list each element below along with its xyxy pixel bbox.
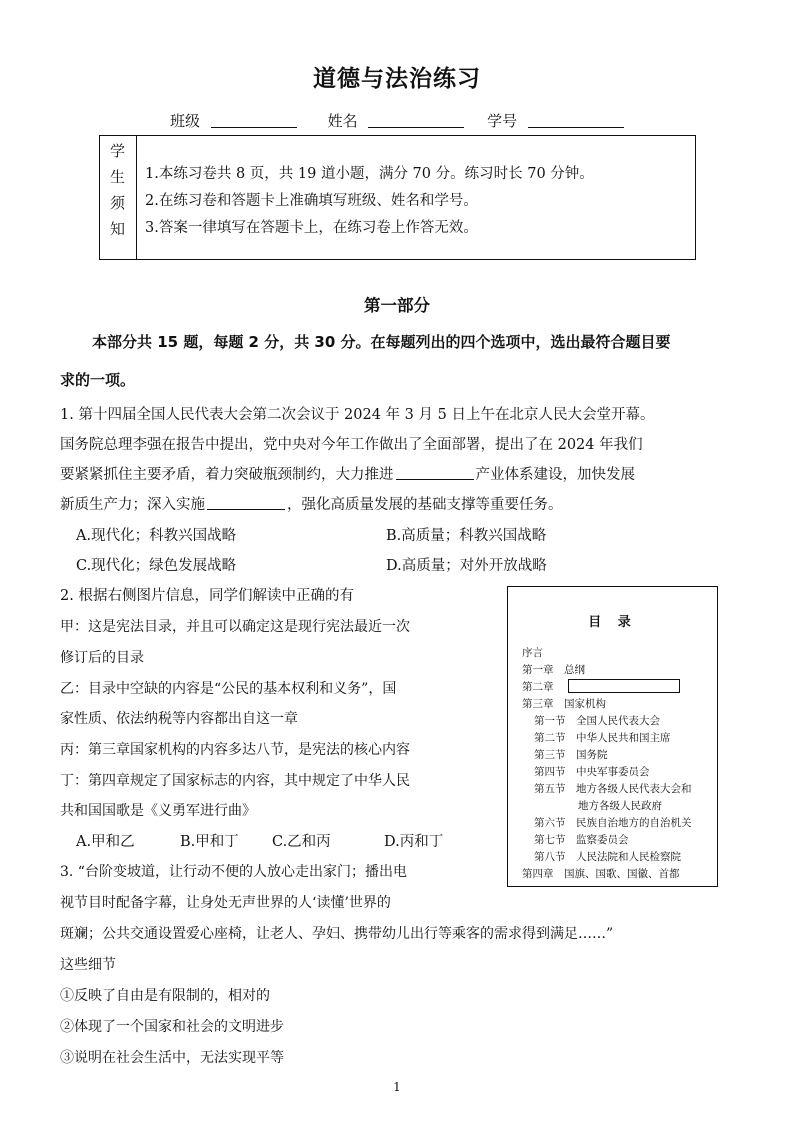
- question-text-part: ，强化高质量发展的基础支撑等重要任务。: [287, 497, 563, 513]
- contents-row: 第一节 全国人民代表大会: [534, 715, 660, 727]
- statement-bing: 丙：第三章国家机构的内容多达八节，是宪法的核心内容: [60, 742, 410, 758]
- contents-row: 第四章 国旗、国歌、国徽、首都: [522, 868, 680, 880]
- section-heading: 第一部分: [364, 296, 430, 315]
- contents-row: 第二节 中华人民共和国主席: [534, 732, 671, 744]
- statement-ding: 共和国国歌是《义勇军进行曲》: [60, 803, 256, 819]
- question-text: 2. 根据右侧图片信息，同学们解读中正确的有: [60, 588, 354, 604]
- id-label: 学号: [487, 112, 518, 130]
- notice-box: [99, 135, 696, 260]
- option-a: A.甲和乙: [76, 834, 135, 850]
- student-info-row: [170, 110, 624, 131]
- question-text: 斑斓；公共交通设置爱心座椅，让老人、孕妇、携带幼儿出行等乘客的需求得到满足……”: [60, 926, 614, 942]
- notice-item: 1.本练习卷共 8 页，共 19 道小题，满分 70 分。练习时长 70 分钟。: [145, 166, 594, 182]
- contents-row: 序言: [522, 647, 543, 659]
- statement-ding: 丁：第四章规定了国家标志的内容，其中规定了中华人民: [60, 773, 410, 789]
- constitution-contents-figure: [507, 586, 718, 887]
- contents-row: 第八节 人民法院和人民检察院: [534, 851, 681, 863]
- question-text-part: 新质生产力；深入实施: [60, 497, 205, 513]
- question-text-part: 产业体系建设，加快发展: [475, 467, 635, 483]
- option-d: D.高质量；对外开放战略: [386, 558, 547, 574]
- statement-2: ②体现了一个国家和社会的文明进步: [60, 1019, 284, 1035]
- question-text: [60, 463, 635, 484]
- question-text: 这些细节: [60, 957, 116, 973]
- statement-1: ①反映了自由是有限制的，相对的: [60, 988, 270, 1004]
- question-text: 3. “台阶变坡道，让行动不便的人放心走出家门；播出电: [60, 864, 407, 880]
- notice-side-char: 学: [110, 142, 126, 160]
- page-number: 1: [393, 1080, 401, 1094]
- section-intro: 求的一项。: [60, 371, 136, 389]
- statement-yi: 家性质、依法纳税等内容都出自这一章: [60, 711, 298, 727]
- contents-row: 第三节 国务院: [534, 749, 608, 761]
- blank-chapter-box: [568, 679, 680, 693]
- contents-row: 第六节 民族自治地方的自治机关: [534, 817, 692, 829]
- notice-side-char: 生: [110, 168, 126, 186]
- statement-jia: 甲：这是宪法目录，并且可以确定这是现行宪法最近一次: [60, 619, 410, 635]
- question-text: [60, 493, 563, 514]
- contents-row: 第二章: [522, 681, 554, 693]
- question-text: 视节目时配备字幕，让身处无声世界的人‘读懂’世界的: [60, 895, 391, 911]
- notice-side-char: 须: [110, 194, 126, 212]
- class-label: 班级: [170, 112, 201, 130]
- contents-title: 目 录: [588, 615, 637, 630]
- question-text-part: 要紧紧抓住主要矛盾，着力突破瓶颈制约，大力推进: [60, 467, 394, 483]
- class-blank: [211, 111, 297, 128]
- contents-row: 第一章 总纲: [522, 664, 585, 676]
- id-blank: [528, 111, 624, 128]
- contents-row: 地方各级人民政府: [578, 800, 662, 812]
- answer-blank: [396, 465, 474, 480]
- notice-item: 2.在练习卷和答题卡上准确填写班级、姓名和学号。: [145, 193, 478, 209]
- contents-row: 第七节 监察委员会: [534, 834, 629, 846]
- option-c: C.现代化；绿色发展战略: [76, 558, 237, 574]
- statement-yi: 乙：目录中空缺的内容是“公民的基本权利和义务”，国: [60, 681, 397, 697]
- answer-blank: [207, 495, 285, 510]
- statement-3: ③说明在社会生活中，无法实现平等: [60, 1050, 284, 1066]
- question-text: 国务院总理李强在报告中提出，党中央对今年工作做出了全面部署，提出了在 2024 年我们: [60, 437, 643, 453]
- statement-jia: 修订后的目录: [60, 650, 144, 666]
- option-a: A.现代化；科教兴国战略: [76, 528, 237, 544]
- contents-row: 第四节 中央军事委员会: [534, 766, 650, 778]
- notice-side-label: [100, 136, 137, 259]
- contents-row: 第三章 国家机构: [522, 698, 606, 710]
- option-d: D.丙和丁: [384, 834, 444, 850]
- option-b: B.高质量；科教兴国战略: [386, 528, 547, 544]
- notice-side-char: 知: [110, 220, 126, 238]
- notice-item: 3.答案一律填写在答题卡上，在练习卷上作答无效。: [145, 220, 478, 236]
- option-c: C.乙和丙: [272, 834, 331, 850]
- question-text: 1. 第十四届全国人民代表大会第二次会议于 2024 年 3 月 5 日上午在北京人民大会堂开幕。: [60, 407, 655, 423]
- page-title: 道德与法治练习: [313, 66, 481, 92]
- name-label: 姓名: [327, 112, 358, 130]
- name-blank: [368, 111, 464, 128]
- option-b: B.甲和丁: [180, 834, 239, 850]
- contents-row: 第五节 地方各级人民代表大会和: [534, 783, 692, 795]
- section-intro: 本部分共 15 题，每题 2 分，共 30 分。在每题列出的四个选项中，选出最符合题目要: [92, 333, 671, 351]
